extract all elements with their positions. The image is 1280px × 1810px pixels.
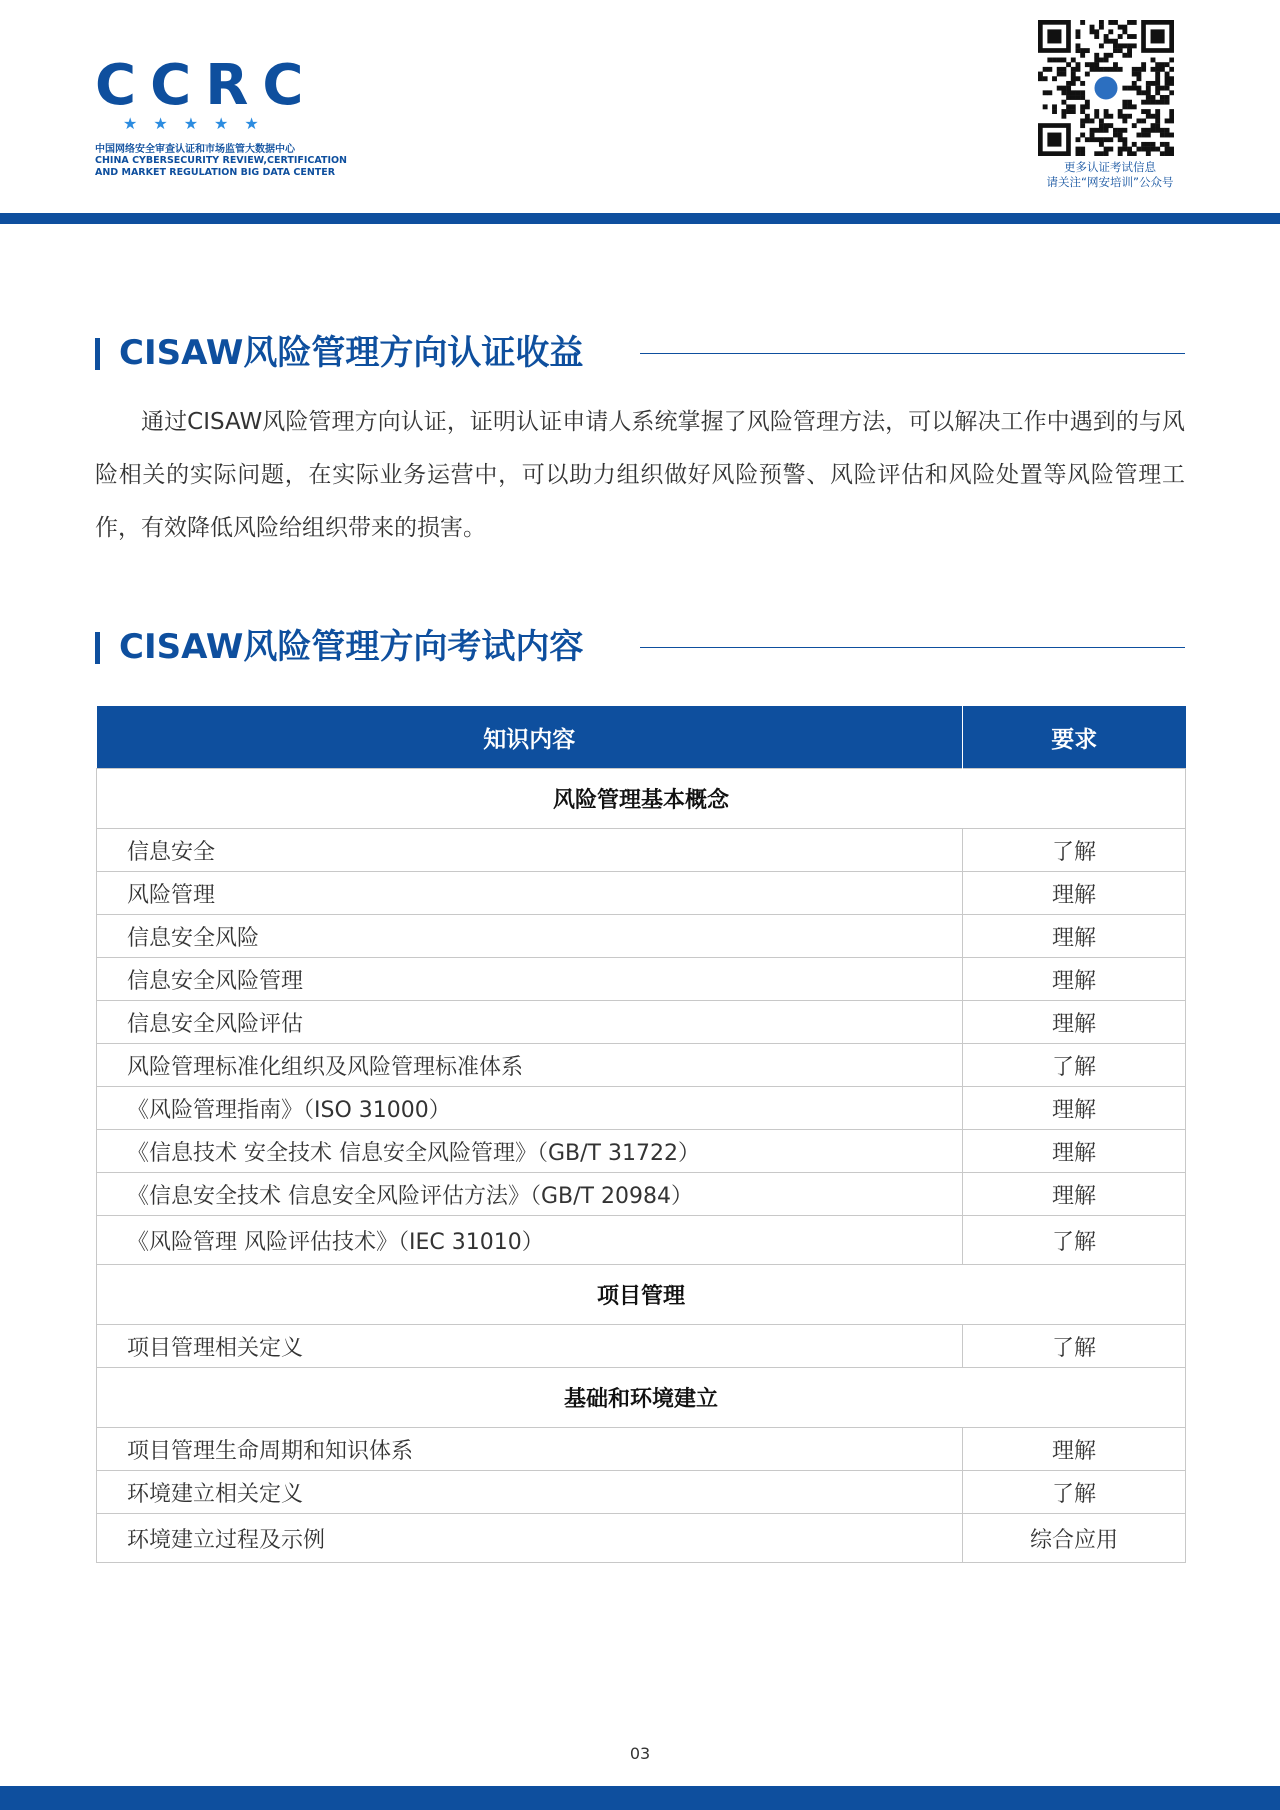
table-row	[97, 1044, 1186, 1087]
requirement-level: 了解	[963, 1325, 1186, 1368]
requirement-level: 了解	[963, 1471, 1186, 1514]
requirement-level: 理解	[963, 1001, 1186, 1044]
knowledge-item: 项目管理生命周期和知识体系	[97, 1428, 963, 1471]
table-row	[97, 829, 1186, 872]
requirement-level: 了解	[963, 829, 1186, 872]
header-knowledge: 知识内容	[97, 706, 963, 769]
header-band	[0, 213, 1280, 224]
table-row	[97, 958, 1186, 1001]
table-group-row	[97, 1368, 1186, 1428]
logo-letters: CCRC	[95, 53, 318, 118]
qr-caption-line1: 更多认证考试信息	[1064, 160, 1156, 174]
knowledge-item: 《信息技术 安全技术 信息安全风险管理》（GB/T 31722）	[97, 1130, 963, 1173]
section-heading-exam-content	[95, 624, 1185, 670]
knowledge-item: 信息安全风险管理	[97, 958, 963, 1001]
heading-rule	[640, 647, 1185, 648]
table-row	[97, 915, 1186, 958]
table-header-row	[97, 706, 1186, 769]
knowledge-item: 信息安全	[97, 829, 963, 872]
table-row	[97, 1471, 1186, 1514]
requirement-level: 综合应用	[963, 1514, 1186, 1563]
knowledge-item: 《信息安全技术 信息安全风险评估方法》（GB/T 20984）	[97, 1173, 963, 1216]
qr-caption	[1020, 160, 1200, 190]
section-title-exam-content: CISAW风险管理方向考试内容	[119, 627, 584, 667]
requirement-level: 理解	[963, 1173, 1186, 1216]
requirement-level: 了解	[963, 1044, 1186, 1087]
table-row	[97, 1325, 1186, 1368]
logo-chinese-name: 中国网络安全审查认证和市场监管大数据中心	[95, 144, 295, 155]
footer-band	[0, 1786, 1280, 1810]
knowledge-item: 风险管理标准化组织及风险管理标准体系	[97, 1044, 963, 1087]
requirement-level: 理解	[963, 1428, 1186, 1471]
page-number: 03	[629, 1744, 651, 1763]
knowledge-item: 信息安全风险	[97, 915, 963, 958]
heading-rule	[640, 353, 1185, 354]
requirement-level: 理解	[963, 1130, 1186, 1173]
logo-english-name-line1: CHINA CYBERSECURITY REVIEW,CERTIFICATION	[95, 155, 348, 166]
requirement-level: 理解	[963, 872, 1186, 915]
heading-accent-bar	[95, 338, 100, 370]
heading-accent-bar	[95, 632, 100, 664]
table-row	[97, 872, 1186, 915]
table-row	[97, 1173, 1186, 1216]
requirement-level: 理解	[963, 958, 1186, 1001]
table-group-row	[97, 1265, 1186, 1325]
requirement-level: 了解	[963, 1216, 1186, 1265]
knowledge-item: 《风险管理 风险评估技术》（IEC 31010）	[97, 1216, 963, 1265]
requirement-level: 理解	[963, 915, 1186, 958]
group-title: 项目管理	[97, 1265, 1186, 1325]
logo-stars: ★★★★★	[123, 114, 275, 133]
knowledge-item: 环境建立相关定义	[97, 1471, 963, 1514]
table-row	[97, 1001, 1186, 1044]
group-title: 风险管理基本概念	[97, 769, 1186, 829]
table-row	[97, 1216, 1186, 1265]
table-row	[97, 1087, 1186, 1130]
knowledge-item: 风险管理	[97, 872, 963, 915]
table-row	[97, 1130, 1186, 1173]
knowledge-item: 项目管理相关定义	[97, 1325, 963, 1368]
knowledge-item: 环境建立过程及示例	[97, 1514, 963, 1563]
qr-caption-line2: 请关注“网安培训”公众号	[1046, 175, 1174, 189]
table-row	[97, 1428, 1186, 1471]
table-group-row	[97, 769, 1186, 829]
section-heading-benefits	[95, 330, 1185, 376]
table-row	[97, 1514, 1186, 1563]
requirement-level: 理解	[963, 1087, 1186, 1130]
qr-code-icon	[1038, 20, 1174, 156]
header-requirement: 要求	[963, 706, 1186, 769]
group-title: 基础和环境建立	[97, 1368, 1186, 1428]
benefits-paragraph: 通过CISAW风险管理方向认证，证明认证申请人系统掌握了风险管理方法，可以解决工作中遇到的与风险相关的实际问题，在实际业务运营中，可以助力组织做好风险预警、风险评估和风险处置等风险管理工作，有效降低风险给组织带来的损害。	[95, 409, 1185, 541]
ccrc-logo	[95, 53, 348, 179]
logo-english-name-line2: AND MARKET REGULATION BIG DATA CENTER	[95, 167, 336, 178]
section-title-benefits: CISAW风险管理方向认证收益	[119, 333, 584, 373]
exam-content-table	[96, 706, 1186, 1563]
knowledge-item: 《风险管理指南》（ISO 31000）	[97, 1087, 963, 1130]
knowledge-item: 信息安全风险评估	[97, 1001, 963, 1044]
